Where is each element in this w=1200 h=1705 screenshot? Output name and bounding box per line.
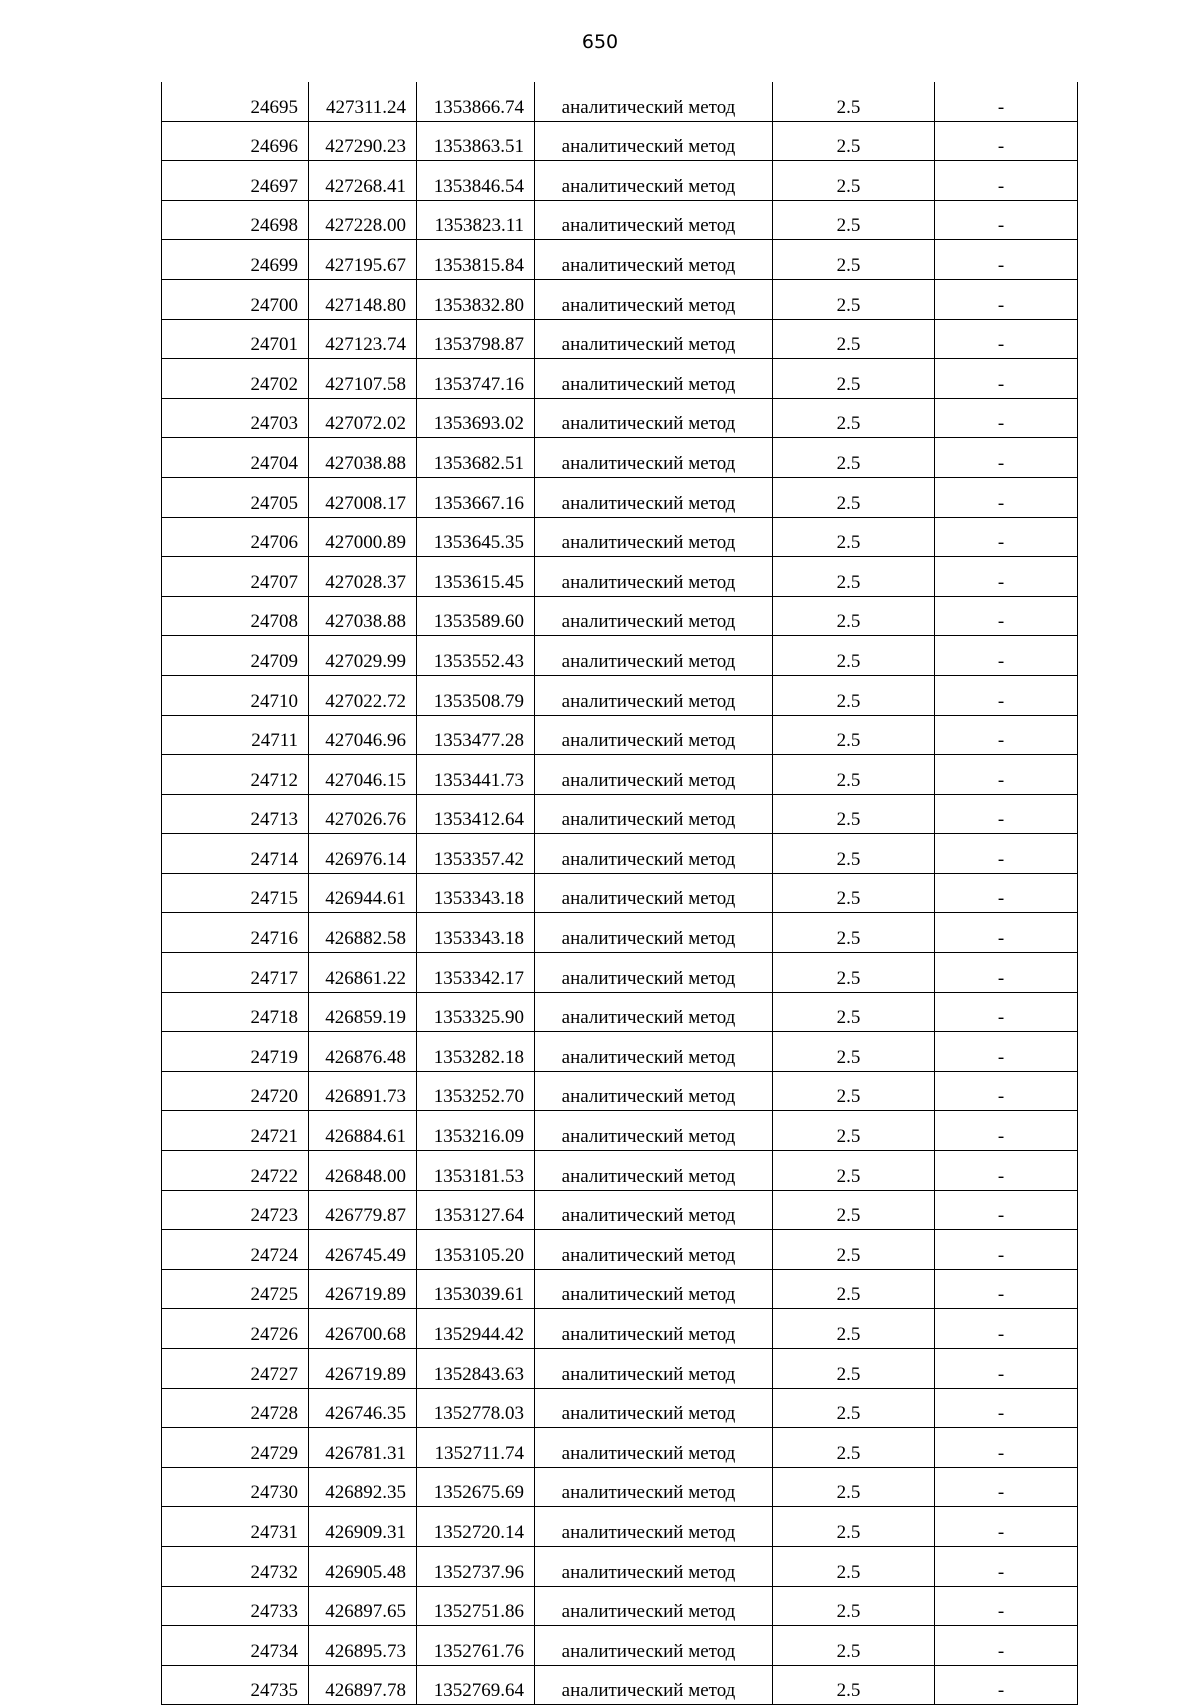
method-cell: аналитический метод	[535, 319, 773, 359]
table-row	[162, 240, 1078, 280]
y-coordinate-cell: 1353866.74	[417, 82, 535, 121]
point-number-cell: 24731	[162, 1507, 309, 1547]
description-cell: -	[935, 834, 1078, 874]
point-number-cell: 24726	[162, 1309, 309, 1349]
accuracy-cell: 2.5	[773, 636, 935, 676]
x-coordinate-cell: 426895.73	[309, 1626, 417, 1666]
y-coordinate-cell: 1352751.86	[417, 1586, 535, 1626]
method-cell: аналитический метод	[535, 1269, 773, 1309]
x-coordinate-cell: 426700.68	[309, 1309, 417, 1349]
point-number-cell: 24705	[162, 477, 309, 517]
y-coordinate-cell: 1353252.70	[417, 1071, 535, 1111]
point-number-cell: 24709	[162, 636, 309, 676]
point-number-cell: 24732	[162, 1546, 309, 1586]
description-cell: -	[935, 1665, 1078, 1705]
table-row	[162, 1071, 1078, 1111]
point-number-cell: 24723	[162, 1190, 309, 1230]
table-row	[162, 596, 1078, 636]
x-coordinate-cell: 426779.87	[309, 1190, 417, 1230]
description-cell: -	[935, 675, 1078, 715]
x-coordinate-cell: 426882.58	[309, 913, 417, 953]
method-cell: аналитический метод	[535, 1309, 773, 1349]
method-cell: аналитический метод	[535, 359, 773, 399]
y-coordinate-cell: 1353589.60	[417, 596, 535, 636]
method-cell: аналитический метод	[535, 675, 773, 715]
description-cell: -	[935, 1111, 1078, 1151]
y-coordinate-cell: 1353412.64	[417, 794, 535, 834]
method-cell: аналитический метод	[535, 715, 773, 755]
x-coordinate-cell: 427228.00	[309, 200, 417, 240]
point-number-cell: 24716	[162, 913, 309, 953]
y-coordinate-cell: 1353798.87	[417, 319, 535, 359]
point-number-cell: 24717	[162, 953, 309, 993]
table-row	[162, 279, 1078, 319]
method-cell: аналитический метод	[535, 1032, 773, 1072]
table-row	[162, 517, 1078, 557]
accuracy-cell: 2.5	[773, 1467, 935, 1507]
point-number-cell: 24715	[162, 873, 309, 913]
x-coordinate-cell: 427107.58	[309, 359, 417, 399]
accuracy-cell: 2.5	[773, 398, 935, 438]
x-coordinate-cell: 427038.88	[309, 596, 417, 636]
table-row	[162, 1032, 1078, 1072]
description-cell: -	[935, 557, 1078, 597]
method-cell: аналитический метод	[535, 1428, 773, 1468]
accuracy-cell: 2.5	[773, 438, 935, 478]
method-cell: аналитический метод	[535, 279, 773, 319]
accuracy-cell: 2.5	[773, 557, 935, 597]
x-coordinate-cell: 426719.89	[309, 1349, 417, 1389]
description-cell: -	[935, 755, 1078, 795]
y-coordinate-cell: 1353615.45	[417, 557, 535, 597]
x-coordinate-cell: 426892.35	[309, 1467, 417, 1507]
table-row	[162, 1665, 1078, 1705]
point-number-cell: 24704	[162, 438, 309, 478]
point-number-cell: 24695	[162, 82, 309, 121]
point-number-cell: 24729	[162, 1428, 309, 1468]
y-coordinate-cell: 1353477.28	[417, 715, 535, 755]
point-number-cell: 24711	[162, 715, 309, 755]
y-coordinate-cell: 1353693.02	[417, 398, 535, 438]
description-cell: -	[935, 240, 1078, 280]
x-coordinate-cell: 426861.22	[309, 953, 417, 993]
point-number-cell: 24725	[162, 1269, 309, 1309]
y-coordinate-cell: 1353343.18	[417, 873, 535, 913]
table-row	[162, 1230, 1078, 1270]
method-cell: аналитический метод	[535, 1111, 773, 1151]
table-row	[162, 794, 1078, 834]
x-coordinate-cell: 426884.61	[309, 1111, 417, 1151]
accuracy-cell: 2.5	[773, 200, 935, 240]
table-row	[162, 121, 1078, 161]
table-row	[162, 161, 1078, 201]
x-coordinate-cell: 427008.17	[309, 477, 417, 517]
table-row	[162, 873, 1078, 913]
point-number-cell: 24719	[162, 1032, 309, 1072]
table-row	[162, 1388, 1078, 1428]
description-cell: -	[935, 992, 1078, 1032]
method-cell: аналитический метод	[535, 794, 773, 834]
accuracy-cell: 2.5	[773, 794, 935, 834]
y-coordinate-cell: 1352761.76	[417, 1626, 535, 1666]
method-cell: аналитический метод	[535, 121, 773, 161]
y-coordinate-cell: 1353667.16	[417, 477, 535, 517]
method-cell: аналитический метод	[535, 1230, 773, 1270]
x-coordinate-cell: 426891.73	[309, 1071, 417, 1111]
description-cell: -	[935, 477, 1078, 517]
description-cell: -	[935, 873, 1078, 913]
x-coordinate-cell: 427268.41	[309, 161, 417, 201]
point-number-cell: 24730	[162, 1467, 309, 1507]
point-number-cell: 24721	[162, 1111, 309, 1151]
x-coordinate-cell: 427029.99	[309, 636, 417, 676]
point-number-cell: 24710	[162, 675, 309, 715]
method-cell: аналитический метод	[535, 1626, 773, 1666]
method-cell: аналитический метод	[535, 82, 773, 121]
accuracy-cell: 2.5	[773, 477, 935, 517]
x-coordinate-cell: 426976.14	[309, 834, 417, 874]
method-cell: аналитический метод	[535, 755, 773, 795]
accuracy-cell: 2.5	[773, 1111, 935, 1151]
y-coordinate-cell: 1352737.96	[417, 1546, 535, 1586]
description-cell: -	[935, 1586, 1078, 1626]
description-cell: -	[935, 319, 1078, 359]
method-cell: аналитический метод	[535, 398, 773, 438]
x-coordinate-cell: 427022.72	[309, 675, 417, 715]
point-number-cell: 24696	[162, 121, 309, 161]
accuracy-cell: 2.5	[773, 1071, 935, 1111]
method-cell: аналитический метод	[535, 913, 773, 953]
description-cell: -	[935, 82, 1078, 121]
y-coordinate-cell: 1352778.03	[417, 1388, 535, 1428]
table-row	[162, 715, 1078, 755]
accuracy-cell: 2.5	[773, 319, 935, 359]
description-cell: -	[935, 1032, 1078, 1072]
point-number-cell: 24701	[162, 319, 309, 359]
y-coordinate-cell: 1353039.61	[417, 1269, 535, 1309]
description-cell: -	[935, 715, 1078, 755]
accuracy-cell: 2.5	[773, 834, 935, 874]
accuracy-cell: 2.5	[773, 675, 935, 715]
x-coordinate-cell: 426859.19	[309, 992, 417, 1032]
x-coordinate-cell: 426909.31	[309, 1507, 417, 1547]
table-row	[162, 1151, 1078, 1191]
accuracy-cell: 2.5	[773, 359, 935, 399]
method-cell: аналитический метод	[535, 1349, 773, 1389]
table-row	[162, 953, 1078, 993]
x-coordinate-cell: 426876.48	[309, 1032, 417, 1072]
x-coordinate-cell: 427195.67	[309, 240, 417, 280]
table-row	[162, 1507, 1078, 1547]
description-cell: -	[935, 121, 1078, 161]
table-row	[162, 913, 1078, 953]
accuracy-cell: 2.5	[773, 1665, 935, 1705]
x-coordinate-cell: 426905.48	[309, 1546, 417, 1586]
x-coordinate-cell: 427000.89	[309, 517, 417, 557]
table-row	[162, 359, 1078, 399]
table-row	[162, 1269, 1078, 1309]
x-coordinate-cell: 427026.76	[309, 794, 417, 834]
y-coordinate-cell: 1353846.54	[417, 161, 535, 201]
table-row	[162, 477, 1078, 517]
point-number-cell: 24718	[162, 992, 309, 1032]
method-cell: аналитический метод	[535, 1507, 773, 1547]
y-coordinate-cell: 1353216.09	[417, 1111, 535, 1151]
y-coordinate-cell: 1353105.20	[417, 1230, 535, 1270]
table-row	[162, 1428, 1078, 1468]
point-number-cell: 24697	[162, 161, 309, 201]
method-cell: аналитический метод	[535, 557, 773, 597]
y-coordinate-cell: 1353823.11	[417, 200, 535, 240]
method-cell: аналитический метод	[535, 596, 773, 636]
point-number-cell: 24727	[162, 1349, 309, 1389]
description-cell: -	[935, 1428, 1078, 1468]
table-row	[162, 834, 1078, 874]
accuracy-cell: 2.5	[773, 1626, 935, 1666]
point-number-cell: 24703	[162, 398, 309, 438]
x-coordinate-cell: 426897.78	[309, 1665, 417, 1705]
coordinates-table-body	[162, 82, 1078, 1705]
description-cell: -	[935, 161, 1078, 201]
x-coordinate-cell: 427072.02	[309, 398, 417, 438]
table-row	[162, 636, 1078, 676]
x-coordinate-cell: 427038.88	[309, 438, 417, 478]
x-coordinate-cell: 426848.00	[309, 1151, 417, 1191]
point-number-cell: 24712	[162, 755, 309, 795]
description-cell: -	[935, 913, 1078, 953]
x-coordinate-cell: 426746.35	[309, 1388, 417, 1428]
point-number-cell: 24714	[162, 834, 309, 874]
accuracy-cell: 2.5	[773, 240, 935, 280]
method-cell: аналитический метод	[535, 438, 773, 478]
accuracy-cell: 2.5	[773, 1507, 935, 1547]
method-cell: аналитический метод	[535, 1665, 773, 1705]
accuracy-cell: 2.5	[773, 1230, 935, 1270]
x-coordinate-cell: 427311.24	[309, 82, 417, 121]
y-coordinate-cell: 1353747.16	[417, 359, 535, 399]
y-coordinate-cell: 1352944.42	[417, 1309, 535, 1349]
description-cell: -	[935, 1626, 1078, 1666]
table-row	[162, 82, 1078, 121]
point-number-cell: 24722	[162, 1151, 309, 1191]
method-cell: аналитический метод	[535, 161, 773, 201]
accuracy-cell: 2.5	[773, 1269, 935, 1309]
table-row	[162, 1546, 1078, 1586]
table-row	[162, 1190, 1078, 1230]
method-cell: аналитический метод	[535, 992, 773, 1032]
description-cell: -	[935, 1388, 1078, 1428]
method-cell: аналитический метод	[535, 1071, 773, 1111]
table-row	[162, 319, 1078, 359]
x-coordinate-cell: 427046.15	[309, 755, 417, 795]
accuracy-cell: 2.5	[773, 715, 935, 755]
table-row	[162, 992, 1078, 1032]
y-coordinate-cell: 1353343.18	[417, 913, 535, 953]
accuracy-cell: 2.5	[773, 1349, 935, 1389]
point-number-cell: 24713	[162, 794, 309, 834]
table-row	[162, 438, 1078, 478]
x-coordinate-cell: 427148.80	[309, 279, 417, 319]
description-cell: -	[935, 1151, 1078, 1191]
table-row	[162, 1626, 1078, 1666]
table-row	[162, 755, 1078, 795]
description-cell: -	[935, 359, 1078, 399]
method-cell: аналитический метод	[535, 1546, 773, 1586]
y-coordinate-cell: 1352843.63	[417, 1349, 535, 1389]
y-coordinate-cell: 1353815.84	[417, 240, 535, 280]
description-cell: -	[935, 1190, 1078, 1230]
table-row	[162, 1309, 1078, 1349]
point-number-cell: 24733	[162, 1586, 309, 1626]
accuracy-cell: 2.5	[773, 1388, 935, 1428]
accuracy-cell: 2.5	[773, 873, 935, 913]
page-number: 650	[581, 31, 619, 53]
point-number-cell: 24700	[162, 279, 309, 319]
table-row	[162, 1349, 1078, 1389]
y-coordinate-cell: 1353682.51	[417, 438, 535, 478]
x-coordinate-cell: 427028.37	[309, 557, 417, 597]
method-cell: аналитический метод	[535, 1151, 773, 1191]
accuracy-cell: 2.5	[773, 1309, 935, 1349]
accuracy-cell: 2.5	[773, 992, 935, 1032]
method-cell: аналитический метод	[535, 477, 773, 517]
accuracy-cell: 2.5	[773, 1151, 935, 1191]
accuracy-cell: 2.5	[773, 1032, 935, 1072]
x-coordinate-cell: 426745.49	[309, 1230, 417, 1270]
description-cell: -	[935, 1269, 1078, 1309]
description-cell: -	[935, 1071, 1078, 1111]
x-coordinate-cell: 427046.96	[309, 715, 417, 755]
coordinates-table	[161, 82, 1078, 1705]
table-row	[162, 200, 1078, 240]
point-number-cell: 24698	[162, 200, 309, 240]
x-coordinate-cell: 427290.23	[309, 121, 417, 161]
y-coordinate-cell: 1352720.14	[417, 1507, 535, 1547]
description-cell: -	[935, 1309, 1078, 1349]
y-coordinate-cell: 1353342.17	[417, 953, 535, 993]
point-number-cell: 24706	[162, 517, 309, 557]
table-row	[162, 1586, 1078, 1626]
method-cell: аналитический метод	[535, 636, 773, 676]
accuracy-cell: 2.5	[773, 517, 935, 557]
method-cell: аналитический метод	[535, 240, 773, 280]
x-coordinate-cell: 426781.31	[309, 1428, 417, 1468]
method-cell: аналитический метод	[535, 834, 773, 874]
point-number-cell: 24702	[162, 359, 309, 399]
description-cell: -	[935, 1467, 1078, 1507]
method-cell: аналитический метод	[535, 200, 773, 240]
description-cell: -	[935, 953, 1078, 993]
y-coordinate-cell: 1352711.74	[417, 1428, 535, 1468]
accuracy-cell: 2.5	[773, 596, 935, 636]
description-cell: -	[935, 636, 1078, 676]
method-cell: аналитический метод	[535, 1190, 773, 1230]
table-row	[162, 1111, 1078, 1151]
accuracy-cell: 2.5	[773, 755, 935, 795]
table-row	[162, 675, 1078, 715]
accuracy-cell: 2.5	[773, 1586, 935, 1626]
x-coordinate-cell: 426944.61	[309, 873, 417, 913]
point-number-cell: 24724	[162, 1230, 309, 1270]
table-row	[162, 1467, 1078, 1507]
description-cell: -	[935, 398, 1078, 438]
description-cell: -	[935, 1507, 1078, 1547]
method-cell: аналитический метод	[535, 1586, 773, 1626]
y-coordinate-cell: 1353645.35	[417, 517, 535, 557]
y-coordinate-cell: 1352675.69	[417, 1467, 535, 1507]
point-number-cell: 24699	[162, 240, 309, 280]
y-coordinate-cell: 1353357.42	[417, 834, 535, 874]
y-coordinate-cell: 1352769.64	[417, 1665, 535, 1705]
method-cell: аналитический метод	[535, 873, 773, 913]
accuracy-cell: 2.5	[773, 953, 935, 993]
accuracy-cell: 2.5	[773, 121, 935, 161]
y-coordinate-cell: 1353441.73	[417, 755, 535, 795]
x-coordinate-cell: 426897.65	[309, 1586, 417, 1626]
table-row	[162, 398, 1078, 438]
description-cell: -	[935, 438, 1078, 478]
y-coordinate-cell: 1353325.90	[417, 992, 535, 1032]
point-number-cell: 24720	[162, 1071, 309, 1111]
table-row	[162, 557, 1078, 597]
accuracy-cell: 2.5	[773, 913, 935, 953]
x-coordinate-cell: 426719.89	[309, 1269, 417, 1309]
description-cell: -	[935, 1349, 1078, 1389]
method-cell: аналитический метод	[535, 517, 773, 557]
accuracy-cell: 2.5	[773, 161, 935, 201]
description-cell: -	[935, 794, 1078, 834]
description-cell: -	[935, 1546, 1078, 1586]
accuracy-cell: 2.5	[773, 1428, 935, 1468]
point-number-cell: 24734	[162, 1626, 309, 1666]
point-number-cell: 24728	[162, 1388, 309, 1428]
description-cell: -	[935, 517, 1078, 557]
method-cell: аналитический метод	[535, 1388, 773, 1428]
y-coordinate-cell: 1353863.51	[417, 121, 535, 161]
y-coordinate-cell: 1353181.53	[417, 1151, 535, 1191]
point-number-cell: 24708	[162, 596, 309, 636]
description-cell: -	[935, 279, 1078, 319]
y-coordinate-cell: 1353832.80	[417, 279, 535, 319]
method-cell: аналитический метод	[535, 953, 773, 993]
accuracy-cell: 2.5	[773, 1546, 935, 1586]
y-coordinate-cell: 1353508.79	[417, 675, 535, 715]
point-number-cell: 24707	[162, 557, 309, 597]
y-coordinate-cell: 1353282.18	[417, 1032, 535, 1072]
accuracy-cell: 2.5	[773, 1190, 935, 1230]
y-coordinate-cell: 1353127.64	[417, 1190, 535, 1230]
x-coordinate-cell: 427123.74	[309, 319, 417, 359]
y-coordinate-cell: 1353552.43	[417, 636, 535, 676]
method-cell: аналитический метод	[535, 1467, 773, 1507]
point-number-cell: 24735	[162, 1665, 309, 1705]
description-cell: -	[935, 1230, 1078, 1270]
description-cell: -	[935, 200, 1078, 240]
accuracy-cell: 2.5	[773, 82, 935, 121]
description-cell: -	[935, 596, 1078, 636]
accuracy-cell: 2.5	[773, 279, 935, 319]
